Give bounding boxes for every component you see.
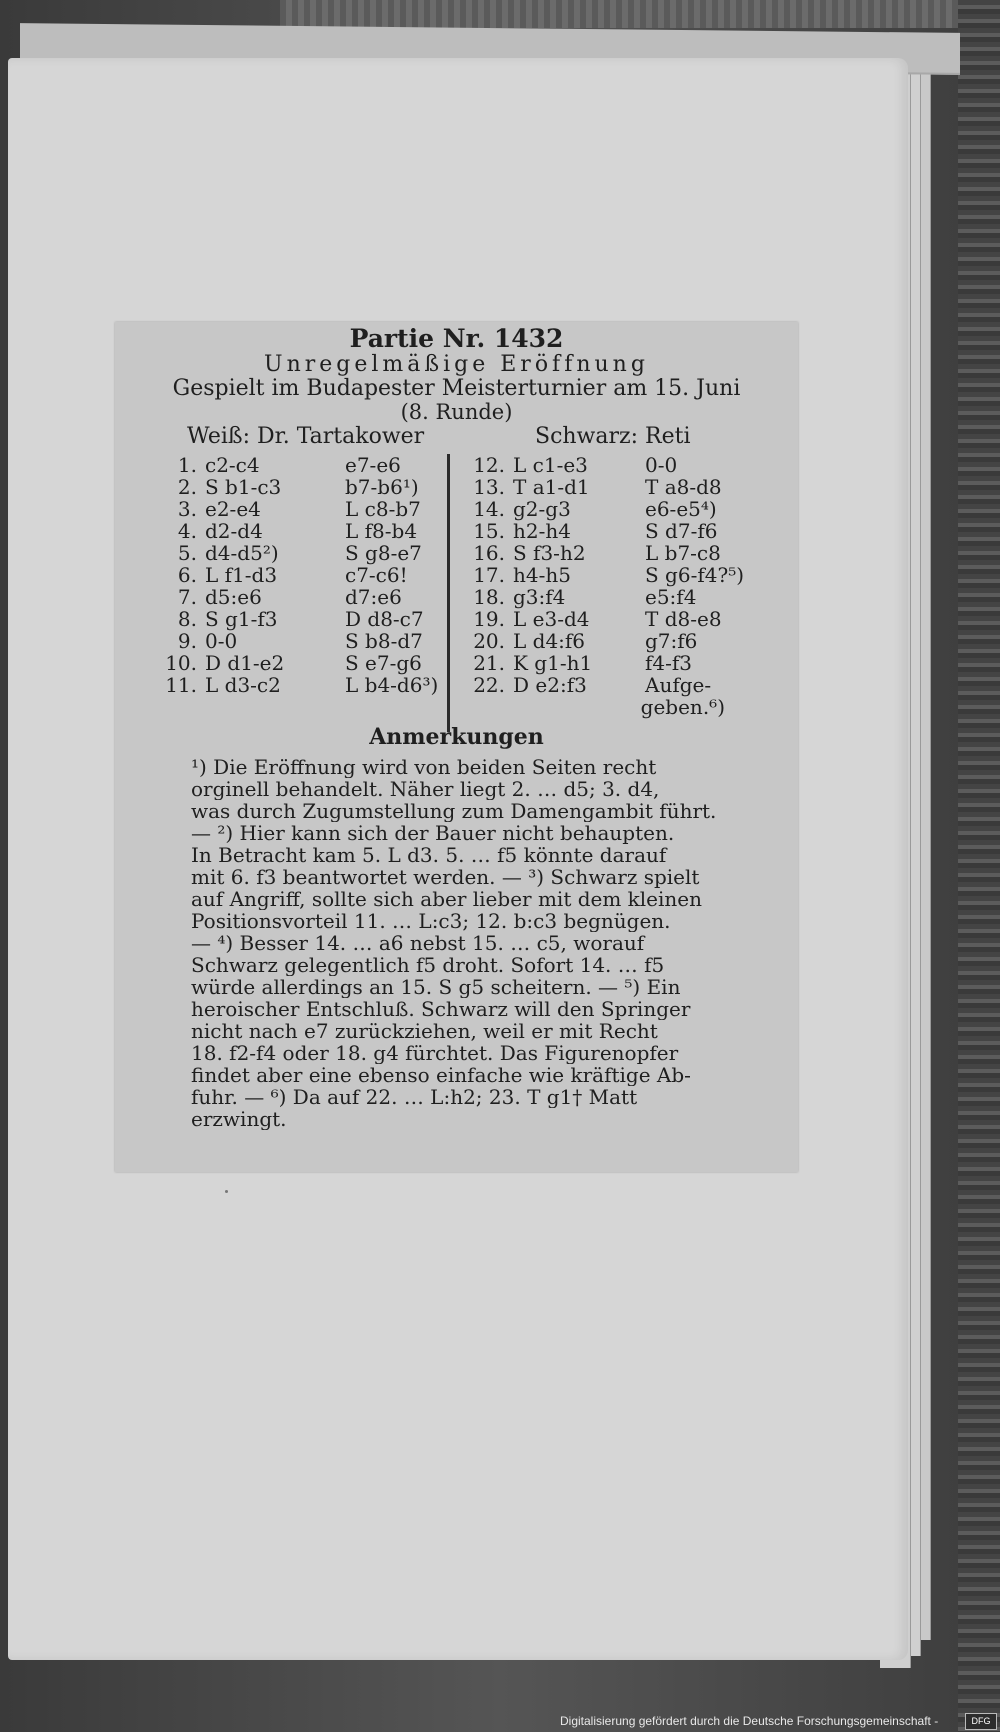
white-move: D e2:f3 bbox=[513, 673, 587, 697]
black-player: Schwarz: Reti bbox=[535, 424, 691, 449]
black-move: T a8-d8 bbox=[645, 475, 722, 499]
white-move: h2-h4 bbox=[513, 519, 571, 543]
white-move: D d1-e2 bbox=[205, 651, 285, 675]
move-number: 7. bbox=[177, 585, 197, 609]
black-move: Aufge- bbox=[645, 673, 712, 697]
white-move: L d3-c2 bbox=[205, 673, 281, 697]
black-move: L f8-b4 bbox=[345, 519, 418, 543]
opening-name: Unregelmäßige Eröffnung bbox=[264, 352, 649, 377]
black-move: e7-e6 bbox=[345, 453, 401, 477]
digitization-credit: Digitalisierung gefördert durch die Deutsche Forschungsgemeinschaft - bbox=[560, 1714, 939, 1728]
white-move: g3:f4 bbox=[513, 585, 566, 609]
move-number: 6. bbox=[177, 563, 197, 587]
note-line: auf Angriff, sollte sich aber lieber mit dem kleinen bbox=[191, 888, 703, 910]
cover-right-texture bbox=[958, 0, 1000, 1732]
tournament-line: Gespielt im Budapester Meisterturnier am 15. Juni bbox=[172, 376, 741, 401]
black-move: L b7-c8 bbox=[645, 541, 721, 565]
note-line: orginell behandelt. Näher liegt 2. … d5; 3. d4, bbox=[191, 778, 660, 800]
black-move: d7:e6 bbox=[345, 585, 402, 609]
note-line: nicht nach e7 zurückziehen, weil er mit Recht bbox=[191, 1020, 658, 1042]
black-move: f4-f3 bbox=[645, 651, 693, 675]
note-line: Schwarz gelegentlich f5 droht. Sofort 14. … f5 bbox=[191, 954, 665, 976]
move-number: 15. bbox=[473, 519, 505, 543]
dfg-logo: DFG bbox=[965, 1713, 997, 1730]
white-move: 0-0 bbox=[205, 629, 238, 653]
black-move: S e7-g6 bbox=[345, 651, 422, 675]
white-move: L c1-e3 bbox=[513, 453, 588, 477]
white-move: K g1-h1 bbox=[513, 651, 593, 675]
note-line: was durch Zugumstellung zum Damengambit führt. bbox=[191, 800, 717, 822]
black-move: L b4-d6³) bbox=[345, 673, 439, 697]
note-line: erzwingt. bbox=[191, 1108, 287, 1130]
round-label: (8. Runde) bbox=[400, 400, 513, 424]
black-move: b7-b6¹) bbox=[345, 475, 419, 499]
notes-title: Anmerkungen bbox=[369, 724, 544, 750]
move-resign-continuation: geben.⁶) bbox=[640, 695, 725, 719]
move-number: 4. bbox=[177, 519, 197, 543]
game-title: Partie Nr. 1432 bbox=[349, 324, 564, 353]
newspaper-clipping bbox=[115, 322, 798, 1172]
note-line: 18. f2-f4 oder 18. g4 fürchtet. Das Figurenopfer bbox=[191, 1042, 679, 1064]
move-number: 22. bbox=[473, 673, 505, 697]
move-number: 1. bbox=[177, 453, 197, 477]
white-move: T a1-d1 bbox=[513, 475, 590, 499]
white-move: g2-g3 bbox=[513, 497, 571, 521]
black-move: S g8-e7 bbox=[345, 541, 422, 565]
black-move: 0-0 bbox=[645, 453, 678, 477]
white-move: d2-d4 bbox=[205, 519, 263, 543]
speck bbox=[225, 1190, 228, 1193]
black-move: S d7-f6 bbox=[645, 519, 718, 543]
move-number: 8. bbox=[177, 607, 197, 631]
white-move: h4-h5 bbox=[513, 563, 571, 587]
white-move: L f1-d3 bbox=[205, 563, 278, 587]
white-move: L e3-d4 bbox=[513, 607, 590, 631]
black-move: D d8-c7 bbox=[345, 607, 424, 631]
cover-top-texture bbox=[280, 0, 980, 28]
move-number: 20. bbox=[473, 629, 505, 653]
move-number: 10. bbox=[165, 651, 197, 675]
black-move: S b8-d7 bbox=[345, 629, 423, 653]
white-player: Weiß: Dr. Tartakower bbox=[187, 424, 425, 449]
move-number: 13. bbox=[473, 475, 505, 499]
move-number: 14. bbox=[473, 497, 505, 521]
move-number: 18. bbox=[473, 585, 505, 609]
white-move: d4-d5²) bbox=[205, 541, 279, 565]
move-number: 21. bbox=[473, 651, 505, 675]
note-line: In Betracht kam 5. L d3. 5. … f5 könnte darauf bbox=[191, 844, 667, 866]
move-number: 3. bbox=[177, 497, 197, 521]
move-number: 11. bbox=[165, 673, 197, 697]
white-move: d5:e6 bbox=[205, 585, 262, 609]
note-line: heroischer Entschluß. Schwarz will den Springer bbox=[191, 998, 691, 1020]
move-number: 17. bbox=[473, 563, 505, 587]
black-move: c7-c6! bbox=[345, 563, 408, 587]
note-line: ¹) Die Eröffnung wird von beiden Seiten recht bbox=[191, 756, 657, 778]
move-number: 16. bbox=[473, 541, 505, 565]
white-move: S b1-c3 bbox=[205, 475, 282, 499]
black-move: e5:f4 bbox=[645, 585, 697, 609]
white-move: S f3-h2 bbox=[513, 541, 586, 565]
black-move: g7:f6 bbox=[645, 629, 698, 653]
note-line: — ⁴) Besser 14. … a6 nebst 15. … c5, worauf bbox=[191, 932, 645, 954]
move-number: 2. bbox=[177, 475, 197, 499]
note-line: würde allerdings an 15. S g5 scheitern. — ⁵) Ein bbox=[191, 976, 681, 998]
white-move: e2-e4 bbox=[205, 497, 261, 521]
move-number: 9. bbox=[177, 629, 197, 653]
black-move: S g6-f4?⁵) bbox=[645, 563, 745, 587]
move-number: 12. bbox=[473, 453, 505, 477]
note-line: findet aber eine ebenso einfache wie kräftige Ab- bbox=[191, 1064, 691, 1086]
move-number: 19. bbox=[473, 607, 505, 631]
black-move: e6-e5⁴) bbox=[645, 497, 717, 521]
move-number: 5. bbox=[177, 541, 197, 565]
note-line: Positionsvorteil 11. … L:c3; 12. b:c3 begnügen. bbox=[191, 910, 671, 932]
white-move: c2-c4 bbox=[205, 453, 260, 477]
note-line: mit 6. f3 beantwortet werden. — ³) Schwarz spielt bbox=[191, 866, 700, 888]
white-move: S g1-f3 bbox=[205, 607, 278, 631]
white-move: L d4:f6 bbox=[513, 629, 586, 653]
note-line: — ²) Hier kann sich der Bauer nicht behaupten. bbox=[191, 822, 675, 844]
black-move: T d8-e8 bbox=[645, 607, 722, 631]
black-move: L c8-b7 bbox=[345, 497, 421, 521]
note-line: fuhr. — ⁶) Da auf 22. … L:h2; 23. T g1† Matt bbox=[191, 1086, 638, 1108]
